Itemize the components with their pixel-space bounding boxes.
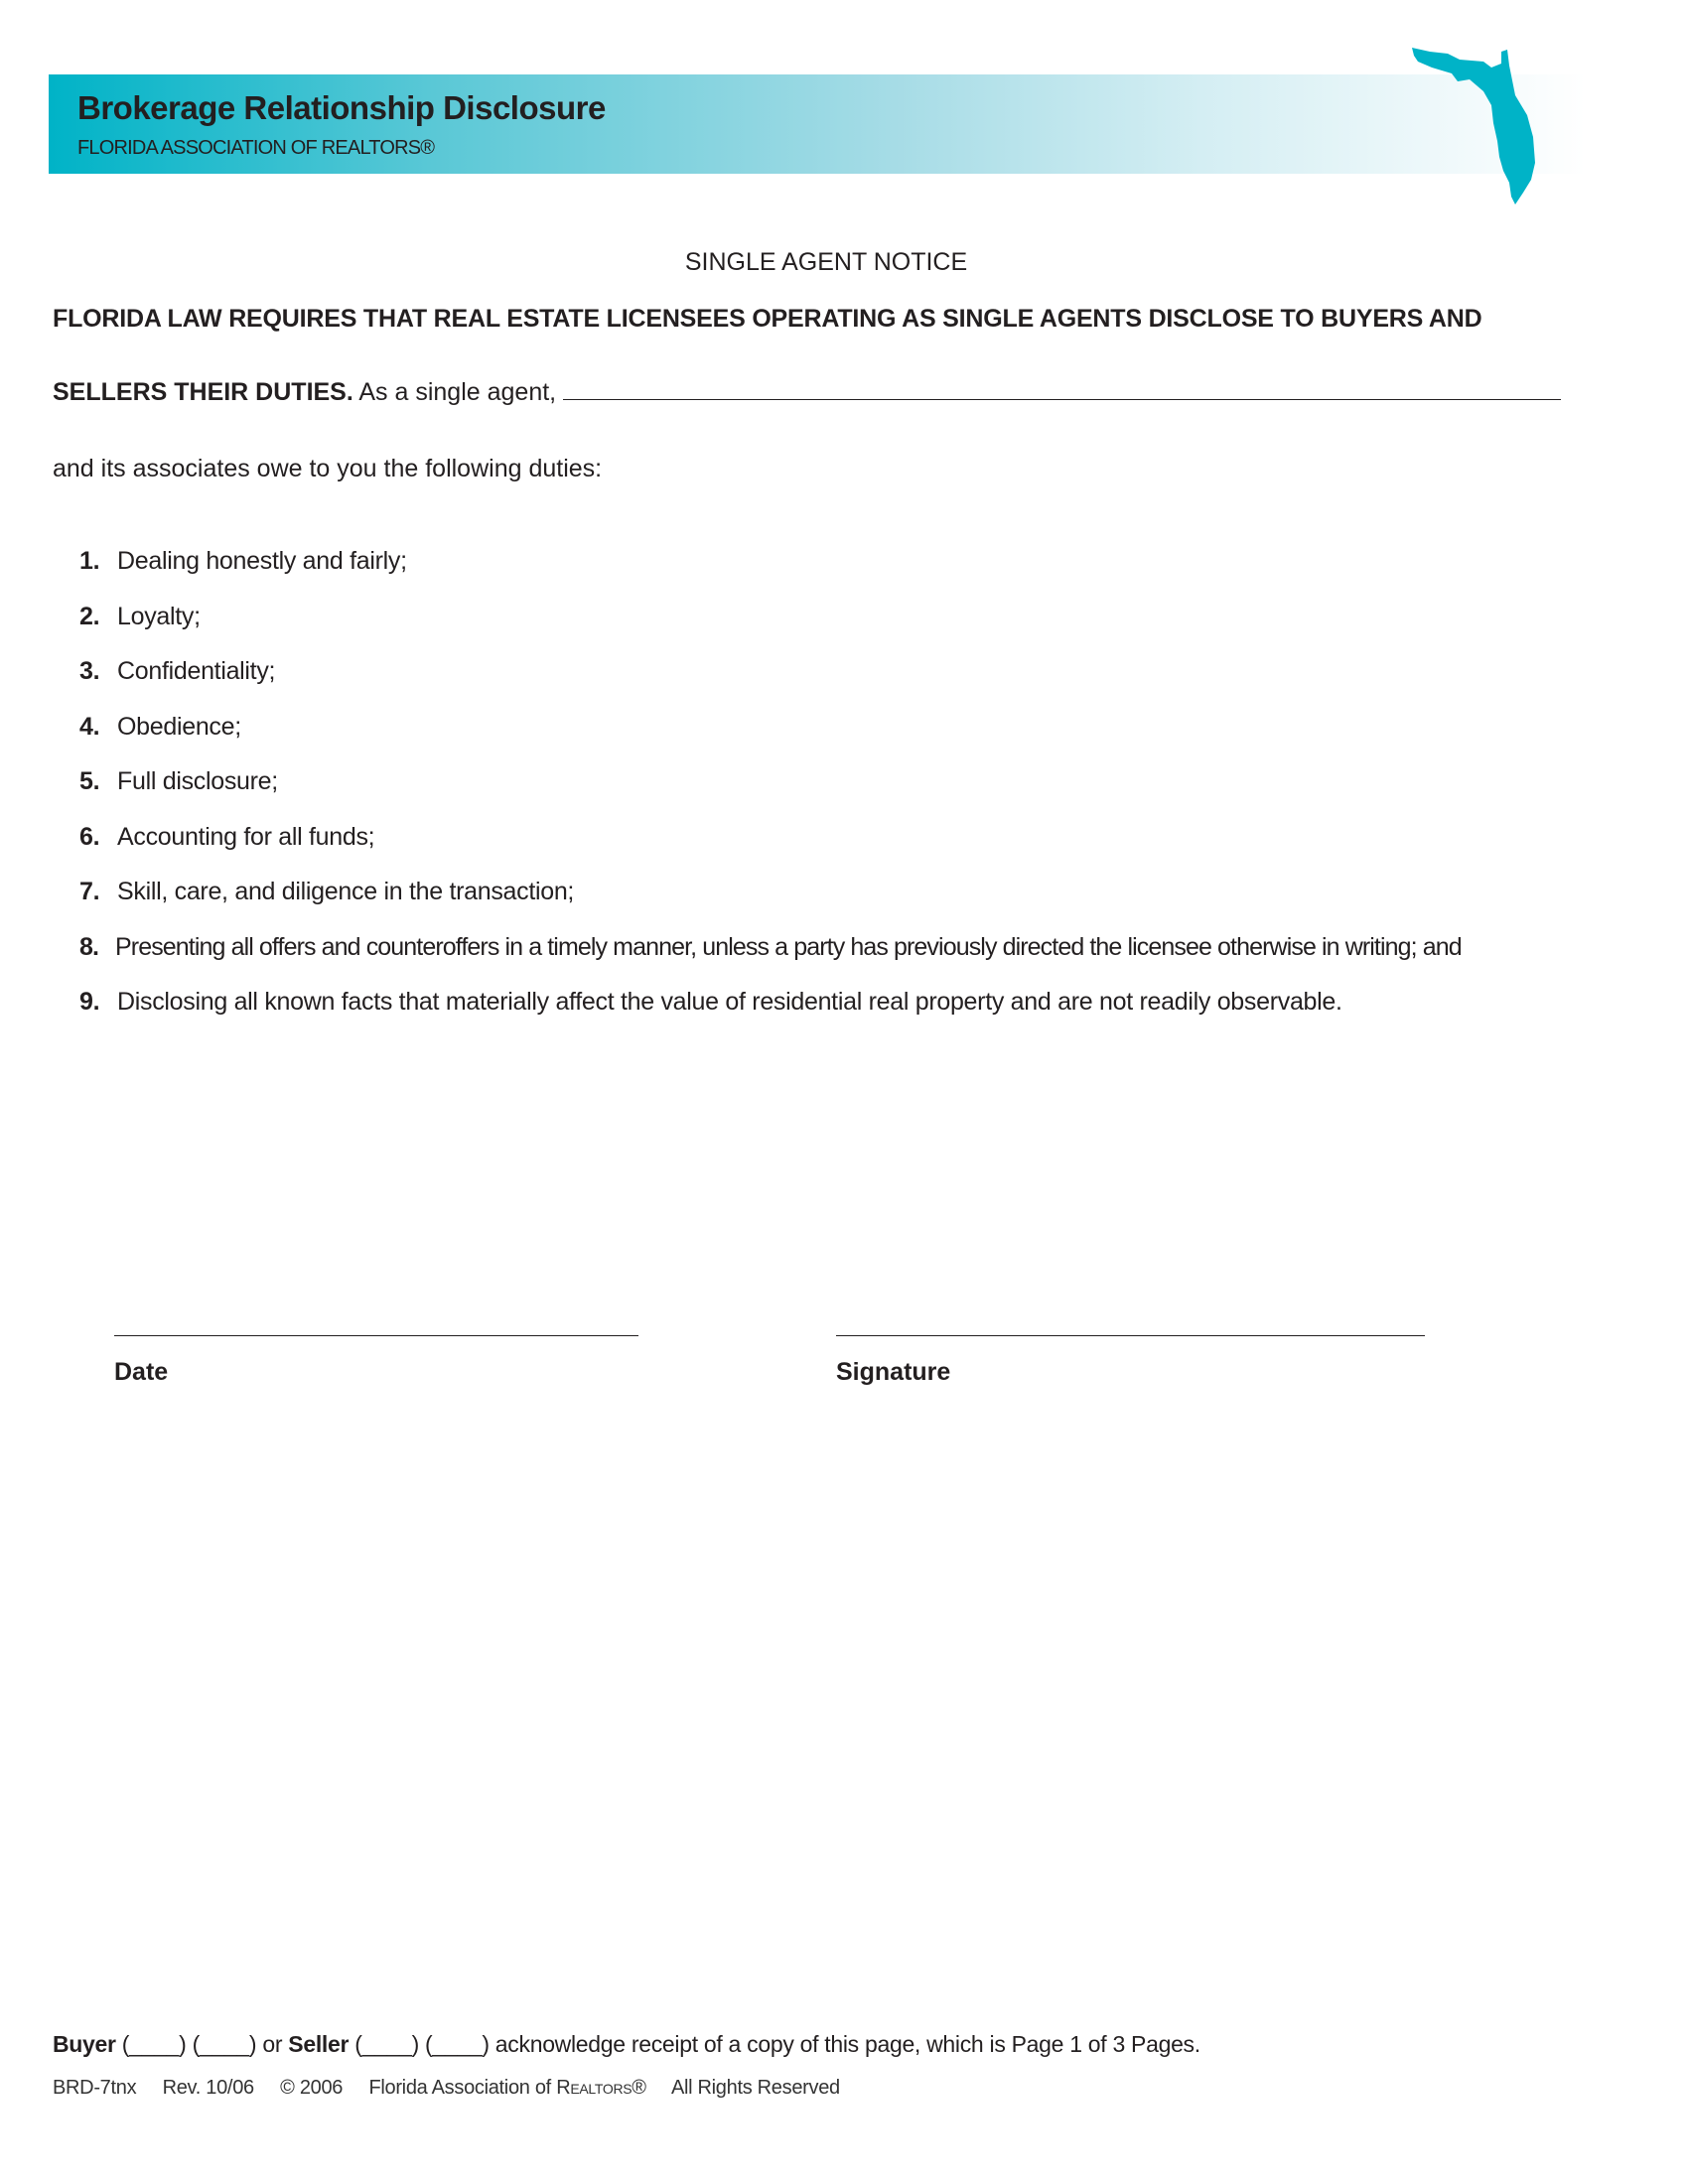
copyright: © 2006 [280, 2077, 344, 2099]
item-number: 2. [79, 603, 100, 630]
item-text: Presenting all offers and counteroffers in a timely manner, unless a party has previously directed the licensee otherwise in writing; and [115, 933, 1462, 961]
org-name: Florida Association of [368, 2077, 551, 2099]
buyer-label: Buyer [53, 2031, 116, 2057]
org-realtors: Realtors® [556, 2077, 646, 2099]
date-label: Date [114, 1358, 169, 1386]
item-text: Obedience; [117, 713, 241, 741]
acknowledgement-text: acknowledge receipt of a copy of this page, which is Page 1 of 3 Pages. [489, 2031, 1200, 2057]
item-text: Dealing honestly and fairly; [117, 547, 407, 575]
form-title: Brokerage Relationship Disclosure [77, 89, 606, 126]
item-text: Full disclosure; [117, 767, 278, 795]
notice-title: SINGLE AGENT NOTICE [684, 248, 968, 276]
item-text: Accounting for all funds; [117, 823, 375, 851]
item-number: 1. [79, 547, 100, 575]
item-number: 5. [79, 767, 100, 795]
florida-map-icon [1408, 46, 1587, 209]
intro-line-3: and its associates owe to you the following duties: [53, 455, 603, 482]
item-number: 3. [79, 657, 100, 685]
item-number: 7. [79, 878, 100, 905]
footer [53, 2077, 840, 2100]
intro-duties-heading: SELLERS THEIR DUTIES. [53, 378, 353, 406]
item-number: 8. [79, 933, 99, 961]
buyer-initials-field[interactable]: (____) (____) [121, 2031, 257, 2057]
date-field[interactable] [114, 1335, 638, 1336]
acknowledgement-line [53, 2031, 1200, 2058]
or-text: or [256, 2031, 289, 2057]
form-id: BRD-7tnx [53, 2077, 137, 2099]
revision: Rev. 10/06 [162, 2077, 254, 2099]
signature-field[interactable] [836, 1335, 1425, 1336]
item-text: Skill, care, and diligence in the transaction; [117, 878, 575, 905]
signature-label: Signature [836, 1358, 951, 1386]
form-subtitle: FLORIDA ASSOCIATION OF REALTORS® [77, 137, 435, 159]
intro-line-1: FLORIDA LAW REQUIRES THAT REAL ESTATE LICENSEES OPERATING AS SINGLE AGENTS DISCLOSE TO BUYERS AND [53, 305, 1482, 333]
item-text: Loyalty; [117, 603, 201, 630]
item-text: Disclosing all known facts that materially affect the value of residential real property and are not readily observable. [117, 988, 1342, 1016]
item-number: 4. [79, 713, 100, 741]
item-text: Confidentiality; [117, 657, 276, 685]
seller-initials-field[interactable]: (____) (____) [354, 2031, 490, 2057]
intro-line-2: As a single agent, [352, 378, 564, 406]
item-number: 9. [79, 988, 100, 1016]
rights: All Rights Reserved [670, 2077, 840, 2099]
agent-name-field[interactable] [563, 377, 1561, 400]
item-number: 6. [79, 823, 100, 851]
seller-label: Seller [288, 2031, 350, 2057]
